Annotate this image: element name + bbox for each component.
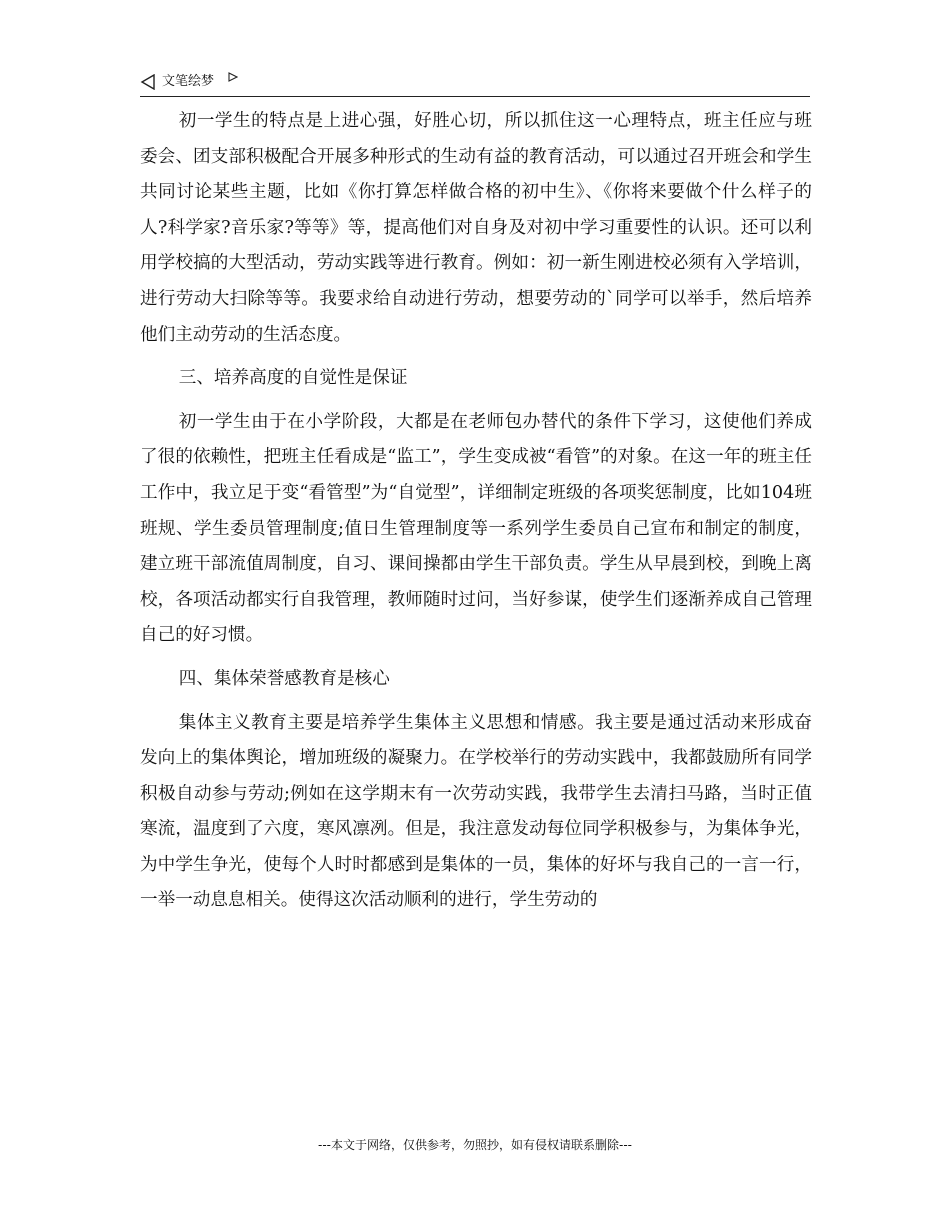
paragraph-1: 初一学生的特点是上进心强，好胜心切，所以抓住这一心理特点，班主任应与班委会、团支部积极配合开展多种形式的生动有益的教育活动，可以通过召开班会和学生共同讨论某些主题，比如《你打算怎样做合格的初中生》、《你将来要做个什么样子的人?科学家?音乐家?等等》等，提高他们对自身及对初中学习重要性的认识。还可以利用学校搞的大型活动，劳动实践等进行教育。例如：初一新生刚进校必须有入学培训，进行劳动大扫除等等。我要求给自动进行劳动，想要劳动的`同学可以举手，然后培养他们主动劳动的生活态度。 xyxy=(140,111,812,345)
paragraph-3: 集体主义教育主要是培养学生集体主义思想和情感。我主要是通过活动来形成奋发向上的集体舆论，增加班级的凝聚力。在学校举行的劳动实践中，我都鼓励所有同学积极自动参与劳动;例如在这学期末有一次劳动实践，我带学生去清扫马路，当时正值寒流，温度到了六度，寒风凛冽。但是，我注意发动每位同学积极参与，为集体争光，为中学生争光，使每个人时时都感到是集体的一员，集体的好坏与我自己的一言一行，一举一动息息相关。使得这次活动顺利的进行，学生劳动的 xyxy=(140,712,812,911)
document-body xyxy=(140,104,812,919)
paragraph-2: 初一学生由于在小学阶段，大都是在老师包办替代的条件下学习，这使他们养成了很的依赖性，把班主任看成是“监工”，学生变成被“看管”的对象。在这一年的班主任工作中，我立足于变“看管型”为“自觉型”，详细制定班级的各项奖惩制度，比如104班班规、学生委员管理制度;值日生管理制度等一系列学生委员自己宣布和制定的制度，建立班干部流值周制度，自习、课间操都由学生干部负责。学生从早晨到校，到晚上离校，各项活动都实行自我管理，教师随时过问，当好参谋，使学生们逐渐养成自己管理自己的好习惯。 xyxy=(140,411,812,646)
page-footer: ---本文于网络，仅供参考，勿照抄，如有侵权请联系删除--- xyxy=(318,1138,632,1152)
section-heading-4: 四、集体荣誉感教育是核心 xyxy=(178,668,390,689)
page-header xyxy=(140,72,810,97)
section-heading-3: 三、培养高度的自觉性是保证 xyxy=(178,368,408,389)
header-title: 文笔绘梦 xyxy=(162,74,215,89)
triangle-right-icon xyxy=(228,72,238,82)
triangle-left-icon xyxy=(140,74,156,90)
